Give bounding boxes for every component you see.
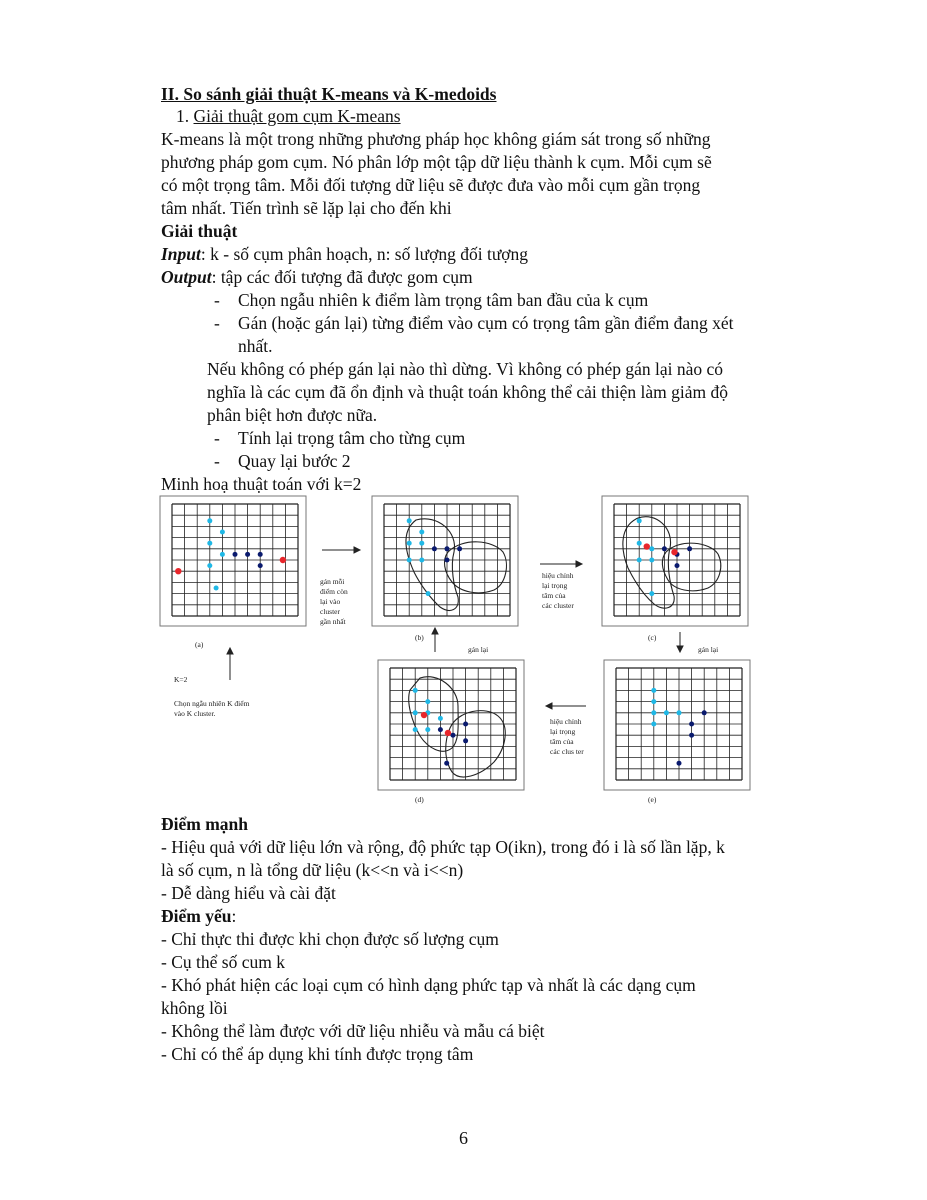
data-point-c-5	[662, 546, 667, 551]
centroid-point-c-10	[644, 543, 650, 549]
update-text-2-2: lại trọng	[550, 727, 576, 736]
step-2-dash: -	[214, 313, 220, 333]
assign-text-5: gần nhất	[320, 617, 346, 626]
data-point-b-4	[407, 558, 412, 563]
data-point-a-9	[214, 586, 219, 591]
strength-line-2: là số cụm, n là tổng dữ liệu (k<<n và i<<n)	[161, 860, 464, 880]
input-line	[161, 243, 528, 266]
init-text-1: Chọn ngẫu nhiên K điểm	[174, 699, 250, 708]
update-text-1-3: tâm của	[542, 591, 566, 600]
note-line-3: phân biệt hơn được nữa.	[207, 405, 378, 425]
data-point-b-8	[457, 546, 462, 551]
weakness-line-6: - Chỉ có thể áp dụng khi tính được trọng tâm	[161, 1044, 474, 1064]
weakness-line-2: - Cụ thể số cum k	[161, 952, 285, 972]
step-4: Quay lại bước 2	[238, 451, 351, 471]
k-label: K=2	[174, 675, 188, 684]
panel-label-a: (a)	[195, 640, 204, 649]
data-point-b-3	[419, 541, 424, 546]
note-line-2: nghĩa là các cụm đã ổn định và thuật toán không thể cải thiện làm giảm độ	[207, 382, 728, 402]
data-point-e-7	[689, 722, 694, 727]
weakness-line-4: không lồi	[161, 998, 228, 1018]
data-point-d-11	[444, 761, 449, 766]
update-text-1-2: lại trọng	[542, 581, 568, 590]
update-text-2-3: tâm của	[550, 737, 574, 746]
data-point-e-3	[651, 710, 656, 715]
weaknesses-heading: Điểm yếu	[161, 906, 232, 926]
data-point-d-2	[413, 710, 418, 715]
data-point-a-5	[233, 552, 238, 557]
data-point-e-9	[677, 761, 682, 766]
data-point-c-1	[637, 541, 642, 546]
grid-panel-e	[604, 660, 750, 790]
data-point-b-9	[445, 558, 450, 563]
data-point-d-0	[413, 688, 418, 693]
centroid-point-d-13	[445, 730, 451, 736]
weaknesses-colon: :	[231, 906, 237, 926]
weakness-line-3: - Khó phát hiện các loại cụm có hình dạng phức tạp và nhất là các dạng cụm	[161, 975, 696, 995]
step-4-dash: -	[214, 451, 220, 471]
page-number: 6	[459, 1128, 468, 1148]
input-label: Input	[161, 244, 201, 264]
data-point-b-5	[419, 558, 424, 563]
panel-label-d: (d)	[415, 795, 424, 804]
data-point-d-6	[425, 727, 430, 732]
data-point-c-2	[649, 546, 654, 551]
data-point-e-8	[689, 733, 694, 738]
data-point-b-7	[445, 546, 450, 551]
strength-line-3: - Dễ dàng hiểu và cài đặt	[161, 883, 336, 903]
kmeans-illustration	[158, 492, 758, 810]
data-point-c-9	[649, 591, 654, 596]
note-line-1: Nếu không có phép gán lại nào thì dừng. Vì không có phép gán lại nào có	[207, 359, 724, 379]
data-point-d-8	[451, 733, 456, 738]
data-point-a-8	[258, 563, 263, 568]
data-point-e-4	[677, 710, 682, 715]
data-point-d-10	[463, 738, 468, 743]
output-line	[161, 266, 473, 289]
weakness-line-5: - Không thể làm được với dữ liệu nhiễu và mẫu cá biệt	[161, 1021, 545, 1041]
data-point-e-1	[651, 699, 656, 704]
data-point-b-2	[407, 541, 412, 546]
intro-line-2: phương pháp gom cụm. Nó phân lớp một tập dữ liệu thành k cụm. Mỗi cụm sẽ	[161, 152, 712, 172]
update-text-2-4: các clus ter	[550, 747, 584, 756]
data-point-c-8	[675, 563, 680, 568]
strengths-heading: Điểm mạnh	[161, 814, 249, 834]
panel-label-c: (c)	[648, 633, 657, 642]
strength-line-1: - Hiệu quả với dữ liệu lớn và rộng, độ phức tạp O(ikn), trong đó i là số lần lặp, k	[161, 837, 725, 857]
weaknesses-heading-line	[161, 905, 236, 928]
data-point-d-5	[413, 727, 418, 732]
data-point-a-0	[207, 518, 212, 523]
assign-text-4: cluster	[320, 607, 340, 616]
assign-text-3: lại vào	[320, 597, 341, 606]
data-point-e-5	[651, 722, 656, 727]
assign-text-2: điểm còn	[320, 587, 348, 596]
subsection-title: Giải thuật gom cụm K-means	[193, 106, 401, 126]
step-3-dash: -	[214, 428, 220, 448]
data-point-c-7	[687, 546, 692, 551]
data-point-a-6	[245, 552, 250, 557]
data-point-d-7	[438, 727, 443, 732]
data-point-b-10	[426, 591, 431, 596]
step-1: Chọn ngẫu nhiên k điểm làm trọng tâm ban đầu của k cụm	[238, 290, 649, 310]
data-point-c-0	[637, 518, 642, 523]
intro-line-4: tâm nhất. Tiến trình sẽ lặp lại cho đến khi	[161, 198, 452, 218]
data-point-e-2	[664, 710, 669, 715]
data-point-a-4	[207, 563, 212, 568]
data-point-a-1	[220, 530, 225, 535]
panel-label-b: (b)	[415, 633, 424, 642]
grid-panel-c	[602, 496, 748, 626]
step-3: Tính lại trọng tâm cho từng cụm	[238, 428, 466, 448]
output-label: Output	[161, 267, 212, 287]
data-point-b-6	[432, 546, 437, 551]
reassign-text-1: gán lại	[468, 645, 489, 654]
step-2-line-2: nhất.	[238, 336, 273, 356]
data-point-d-1	[425, 699, 430, 704]
data-point-e-0	[651, 688, 656, 693]
weakness-line-1: - Chỉ thực thi được khi chọn được số lượng cụm	[161, 929, 499, 949]
algorithm-heading: Giải thuật	[161, 221, 238, 241]
step-1-dash: -	[214, 290, 220, 310]
centroid-point-a-10	[175, 568, 181, 574]
data-point-c-4	[649, 558, 654, 563]
subsection-heading	[176, 105, 401, 128]
panel-label-e: (e)	[648, 795, 657, 804]
update-text-1-1: hiệu chỉnh	[542, 571, 574, 580]
data-point-b-0	[407, 518, 412, 523]
update-text-2-1: hiệu chỉnh	[550, 717, 582, 726]
assign-text-1: gán mỗi	[320, 577, 345, 586]
data-point-a-7	[258, 552, 263, 557]
update-text-1-4: các cluster	[542, 601, 574, 610]
data-point-d-9	[463, 722, 468, 727]
centroid-point-d-12	[421, 712, 427, 718]
figure-caption: Minh hoạ thuật toán với k=2	[161, 474, 362, 494]
data-point-a-2	[207, 541, 212, 546]
section-title: II. So sánh giải thuật K-means và K-medoids	[161, 84, 497, 104]
intro-line-3: có một trọng tâm. Mỗi đối tượng dữ liệu sẽ được đưa vào mỗi cụm gần trọng	[161, 175, 701, 195]
data-point-d-4	[438, 716, 443, 721]
output-text: : tập các đối tượng đã được gom cụm	[211, 267, 473, 287]
step-2-line-1: Gán (hoặc gán lại) từng điểm vào cụm có trọng tâm gần điểm đang xét	[238, 313, 734, 333]
centroid-point-c-11	[671, 549, 677, 555]
init-text-2: vào K cluster.	[174, 709, 216, 718]
data-point-b-1	[419, 530, 424, 535]
data-point-e-6	[702, 710, 707, 715]
reassign-text-2: gán lại	[698, 645, 719, 654]
data-point-a-3	[220, 552, 225, 557]
data-point-c-3	[637, 558, 642, 563]
intro-line-1: K-means là một trong những phương pháp học không giám sát trong số những	[161, 129, 711, 149]
input-text: : k - số cụm phân hoạch, n: số lượng đối tượng	[200, 244, 529, 264]
subsection-number: 1.	[176, 106, 194, 126]
centroid-point-a-11	[280, 557, 286, 563]
